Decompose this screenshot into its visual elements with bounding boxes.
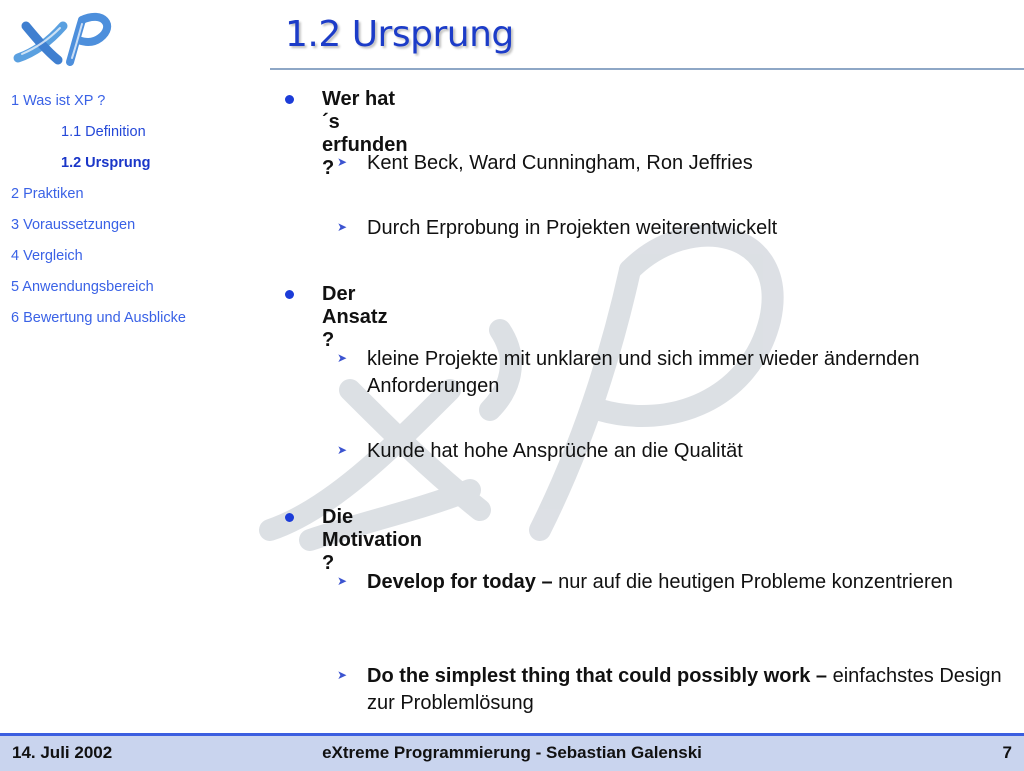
sub-bullet-rest-text: nur auf die heutigen Probleme konzentrieren bbox=[552, 571, 953, 593]
arrow-bullet-icon: ➤ bbox=[337, 155, 348, 169]
nav-item-voraussetzungen[interactable]: 3 Voraussetzungen bbox=[11, 217, 136, 233]
nav-item-anwendungsbereich[interactable]: 5 Anwendungsbereich bbox=[11, 279, 154, 295]
arrow-bullet-icon: ➤ bbox=[337, 574, 348, 588]
sub-bullet-text: Kent Beck, Ward Cunningham, Ron Jeffries bbox=[367, 152, 753, 174]
sub-bullet-bold-text: Develop for today – bbox=[367, 571, 553, 593]
nav-item-bewertung[interactable]: 6 Bewertung und Ausblicke bbox=[11, 310, 186, 326]
bullet-text: Die Motivation ? bbox=[322, 506, 422, 574]
sidebar-nav bbox=[0, 88, 260, 336]
xp-logo-icon bbox=[8, 8, 118, 68]
arrow-bullet-icon: ➤ bbox=[337, 351, 348, 365]
bullet-dot-icon bbox=[285, 95, 294, 104]
bullet-dot-icon bbox=[285, 290, 294, 299]
page-number: 7 bbox=[1002, 743, 1012, 762]
sub-bullet-text: Kunde hat hohe Ansprüche an die Qualität bbox=[367, 440, 743, 462]
arrow-bullet-icon: ➤ bbox=[337, 668, 348, 682]
sub-bullet-text: kleine Projekte mit unklaren und sich immer wieder ändernden Anforderungen bbox=[367, 348, 920, 397]
nav-item-praktiken[interactable]: 2 Praktiken bbox=[11, 186, 84, 202]
bullet-text: Der Ansatz ? bbox=[322, 283, 388, 351]
sub-bullet-text bbox=[367, 663, 1017, 717]
sub-bullet-text: Durch Erprobung in Projekten weiterentwickelt bbox=[367, 217, 778, 239]
arrow-bullet-icon: ➤ bbox=[337, 220, 348, 234]
nav-item-vergleich[interactable]: 4 Vergleich bbox=[11, 248, 83, 264]
arrow-bullet-icon: ➤ bbox=[337, 443, 348, 457]
sub-bullet-text bbox=[367, 569, 1017, 596]
footer-title: eXtreme Programmierung - Sebastian Galenski bbox=[322, 743, 702, 762]
bullet-text: Wer hat´s erfunden ? bbox=[322, 88, 408, 179]
slide-title: 1.2 Ursprung bbox=[285, 14, 514, 55]
title-divider bbox=[270, 68, 1024, 70]
nav-item-was-ist-xp[interactable]: 1 Was ist XP ? bbox=[11, 93, 106, 109]
sub-bullet-rest-text: einfachstes Design zur Problemlösung bbox=[367, 665, 1002, 714]
nav-item-definition[interactable]: 1.1 Definition bbox=[61, 124, 146, 140]
slide-footer bbox=[0, 733, 1024, 771]
bullet-dot-icon bbox=[285, 513, 294, 522]
nav-item-ursprung[interactable]: 1.2 Ursprung bbox=[61, 155, 151, 171]
footer-date: 14. Juli 2002 bbox=[12, 743, 113, 762]
sub-bullet-bold-text: Do the simplest thing that could possibly work – bbox=[367, 665, 828, 687]
